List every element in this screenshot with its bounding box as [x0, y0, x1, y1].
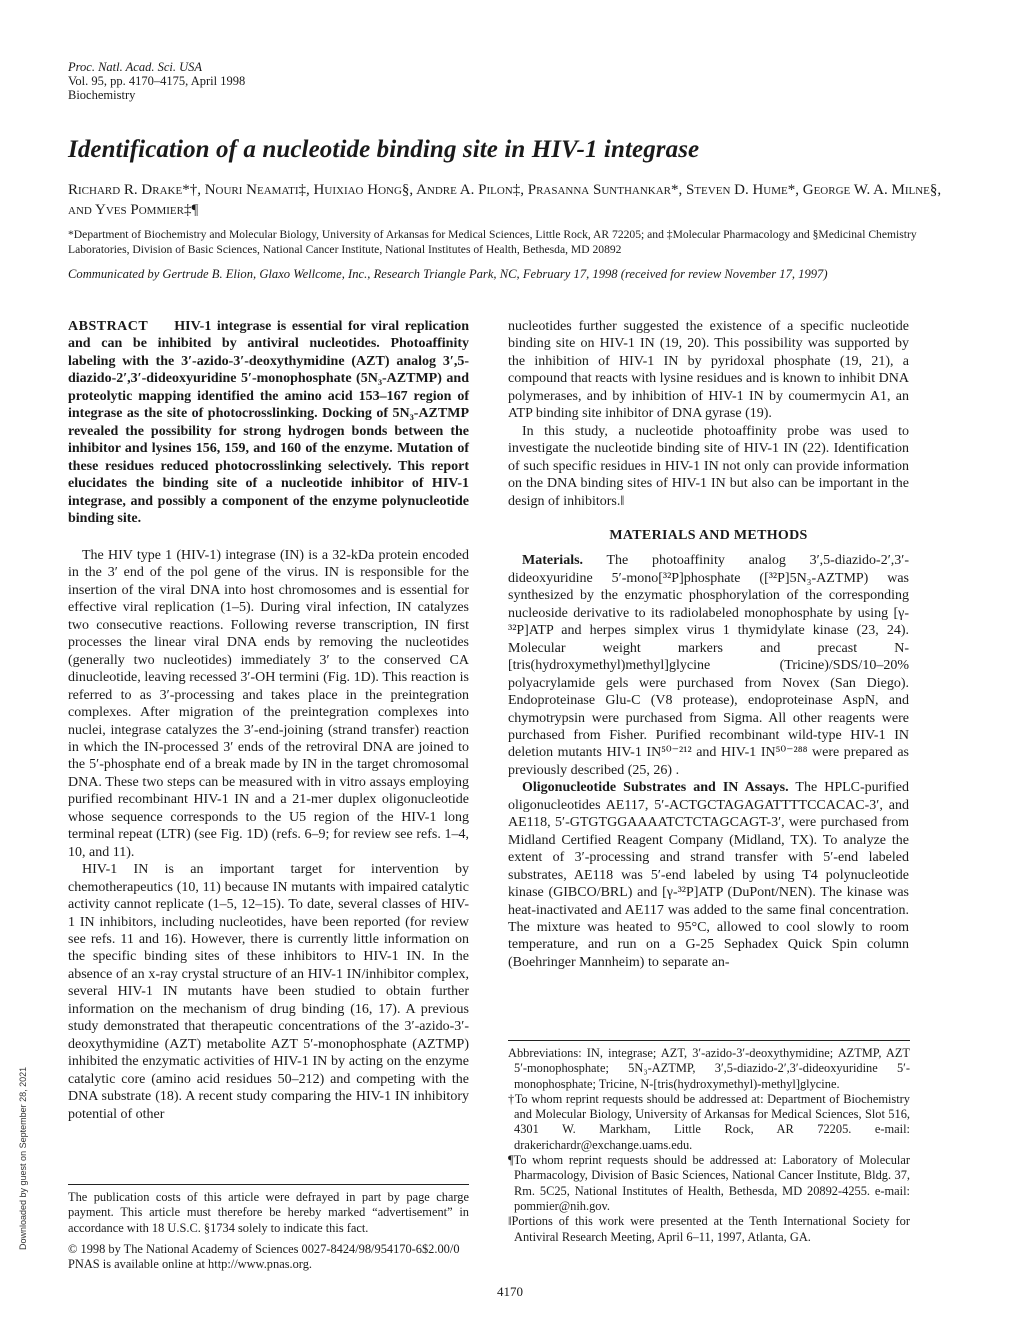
- paragraph-text: The photoaffinity analog 3′,5-diazido-2′,3′-dideoxyuridine 5′-mono[³²P]phosphate ([³²P]5N₃-AZTMP) was synthesized by the enzymatic phosphorylation of the corresponding nucleoside derivative to its radiolabeled monophosphate by using [γ-³²P]ATP and herpes simplex virus 1 thymidylate kinase (23, 24). Molecular weight markers and precast N-[tris(hydroxymethyl)methyl]glycine (Tricine)/SDS/10–20% polyacrylamide gels were purchased from Novex (San Diego). Endoproteinase Glu-C (V8 protease), endoproteinase AspN, and chymotrypsin were purchased from Sigma. All other reagents were purchased from Fisher. Purified recombinant wild-type HIV-1 IN deletion mutants HIV-1 IN⁵⁰⁻²¹² and HIV-1 IN⁵⁰⁻²⁸⁸ were prepared as previously described (25, 26) .: [508, 553, 909, 778]
- footnote: Abbreviations: IN, integrase; AZT, 3′-azido-3′-deoxythymidine; AZTMP, AZT 5′-monophosphate; 5N₃-AZTMP, 3′,5-diazido-2′,3′-dideoxyuridine 5′-monophosphate; Tricine, N-[tris(hydroxymethyl)-methyl]glycine.: [508, 1046, 910, 1091]
- materials-paragraph: [508, 552, 909, 779]
- journal-name: Proc. Natl. Acad. Sci. USA: [68, 60, 203, 74]
- online-availability: PNAS is available online at http://www.pnas.org.: [68, 1257, 313, 1272]
- journal-header: [68, 60, 245, 102]
- publication-note-block: [68, 1190, 469, 1272]
- section-heading: MATERIALS AND METHODS: [609, 527, 808, 543]
- page-number: 4170: [497, 1284, 523, 1299]
- footnote-divider: [508, 1040, 910, 1041]
- oligo-paragraph: [508, 779, 909, 971]
- abstract-text: HIV-1 integrase is essential for viral replication and can be inhibited by antiviral nucleotides. Photoaffinity labeling with the 3′-azido-3′-deoxythymidine (AZT) analog 3′,5-diazido-2′,3′-dideoxyuridine 5′-monophosphate (5N₃-AZTMP) and proteolytic mapping identified the amino acid 153–167 region of integrase as the site of photocrosslinking. Docking of 5N₃-AZTMP revealed the possibility for strong hydrogen bonds between the inhibitor and lysines 156, 159, and 160 of the enzyme. Mutation of these residues reduced photocrosslinking selectively. This report elucidates the binding site of a nucleotide inhibitor of HIV-1 integrase, and possibly a component of the enzyme polynucleotide binding site.: [68, 319, 469, 526]
- copyright: © 1998 by The National Academy of Sciences 0027-8424/98/954170-6$2.00/0: [68, 1241, 460, 1256]
- footnotes: [508, 1046, 910, 1245]
- communicated-by: Communicated by Gertrude B. Elion, Glaxo Wellcome, Inc., Research Triangle Park, NC, February 17, 1998 (received for review November 17, 1997): [68, 267, 828, 281]
- runin-heading: Oligonucleotide Substrates and IN Assays.: [522, 780, 789, 796]
- publication-note-divider: [68, 1184, 469, 1185]
- journal-volume: Vol. 95, pp. 4170–4175, April 1998: [68, 74, 246, 88]
- left-column-body: [68, 547, 469, 1123]
- journal-section: Biochemistry: [68, 88, 136, 102]
- body-paragraph: The HIV type 1 (HIV-1) integrase (IN) is a 32-kDa protein encoded in the 3′ end of the pol gene of the virus. IN is responsible for the insertion of the viral DNA into host chromosomes and is essential for effective viral replication (1–5). During viral infection, IN catalyzes two consecutive reactions. Following reverse transcription, IN first processes the linear viral DNA ends by removing the nucleotides (generally two nucleotides) immediately 3′ to the conserved CA dinucleotide, leaving recessed 3′-OH termini (Fig. 1D). This reaction is referred to as 3′-processing and takes place in the preintegration complexes. After migration of the preintegration complexes into nuclei, integrase catalyzes the 3′-end-joining (strand transfer) reaction in which the IN-processed 3′ ends of the retroviral DNA are joined to the 5′-phosphate end of a break made by IN in the target chromosomal DNA. These two steps can be measured with in vitro assays employing purified recombinant HIV-1 IN and a 21-mer duplex oligonucleotide whose sequence corresponds to the U5 region of the HIV-1 long terminal repeat (LTR) (see Fig. 1D) (refs. 6–9; for review see refs. 1–4, 10, and 11).: [68, 548, 469, 860]
- abstract: [68, 318, 469, 527]
- paper-title: Identification of a nucleotide binding site in HIV-1 integrase: [68, 136, 700, 163]
- body-paragraph: In this study, a nucleotide photoaffinity probe was used to investigate the nucleotide binding site of HIV-1 IN (22). Identification of such specific residues in HIV-1 IN not only can provide information on the DNA binding sites of HIV-1 IN but also can be important in the design of inhibitors.‖: [508, 423, 909, 509]
- publication-note: The publication costs of this article were defrayed in part by page charge payment. This article must therefore be hereby marked “advertisement” in accordance with 18 U.S.C. §1734 solely to indicate this fact.: [68, 1190, 469, 1235]
- body-paragraph: nucleotides further suggested the existence of a specific nucleotide binding site on HIV-1 IN (19, 20). This possibility was supported by the inhibition of HIV-1 IN by pyridoxal phosphate (19, 21), a compound that reacts with lysine residues and is known to inhibit DNA polymerases, and by inhibition of HIV-1 IN by coumermycin A1, an ATP binding site inhibitor of DNA gyrase (19).: [508, 319, 909, 422]
- affiliations: *Department of Biochemistry and Molecular Biology, University of Arkansas for Medical Sciences, Little Rock, AR 72205; and ‡Molecular Pharmacology and §Medicinal Chemistry Laboratories, Division of Basic Sciences, National Cancer Institute, National Institutes of Health, Bethesda, MD 20892: [68, 228, 917, 256]
- footnote: ¶To whom reprint requests should be addressed at: Laboratory of Molecular Pharmacology, Division of Basic Sciences, National Cancer Institute, Bldg. 37, Rm. 5C25, National Institutes of Health, Bethesda, MD 20892-4255. e-mail: pommier@nih.gov.: [508, 1153, 910, 1213]
- abstract-label: ABSTRACT: [68, 319, 149, 334]
- paragraph-text: The HPLC-purified oligonucleotides AE117, 5′-ACTGCTAGAGATTTTCCACAC-3′, and AE118, 5′-GTGTGGAAAATCTCTAGCAGT-3′, were purchased from Midland Certified Reagent Company (Midland, TX). To analyze the extent of 3′-processing and strand transfer with 5′-end labeled substrates, AE118 was 5′-end labeled by using T4 polynucleotide kinase (GIBCO/BRL) and [γ-³²P]ATP (DuPont/NEN). The kinase was heat-inactivated and AE117 was added to the same final concentration. The mixture was heated to 95°C, allowed to cool slowly to room temperature, and run on a G-25 Sephadex Quick Spin column (Boehringer Mannheim) to separate an-: [508, 780, 909, 970]
- body-paragraph: HIV-1 IN is an important target for intervention by chemotherapeutics (10, 11) because IN mutants with impaired catalytic activity cannot replicate (1–5, 12–15). To date, several classes of HIV-1 IN inhibitors, including nucleotides, have been reported (for review see refs. 11 and 16). However, there is currently little information on the specific binding sites of these inhibitors to HIV-1 IN. In the absence of an x-ray crystal structure of an HIV-1 IN/inhibitor complex, several HIV-1 IN mutants have been studied to obtain further information on the mechanism of drug binding (16, 17). A previous study demonstrated that therapeutic concentrations of the 3′-azido-3′-deoxythymidine (AZT) metabolite AZT 5′-monophosphate (AZTMP) inhibited the enzymatic activities of HIV-1 IN by acting on the enzyme catalytic core (amino acid residues 50–212) and competing with the DNA substrate (18). A recent study comparing the HIV-1 IN inhibitory potential of other: [68, 862, 469, 1122]
- runin-heading: Materials.: [522, 553, 584, 569]
- right-column-body: [508, 318, 909, 971]
- footnote: ‖Portions of this work were presented at the Tenth International Society for Antiviral Research Meeting, April 6–11, 1997, Atlanta, GA.: [508, 1214, 910, 1244]
- author-list: Richard R. Drake*†, Nouri Neamati‡, Huixiao Hong§, Andre A. Pilon‡, Prasanna Sunthankar*, Steven D. Hume*, George W. A. Milne§, and Yves Pommier‡¶: [68, 182, 942, 218]
- footnote: †To whom reprint requests should be addressed at: Department of Biochemistry and Molecular Biology, University of Arkansas for Medical Sciences, Slot 516, 4301 W. Markham, Little Rock, AR 72205. e-mail: drakerichardr@exchange.uams.edu.: [508, 1091, 910, 1152]
- download-note: Downloaded by guest on September 28, 2021: [18, 1066, 28, 1250]
